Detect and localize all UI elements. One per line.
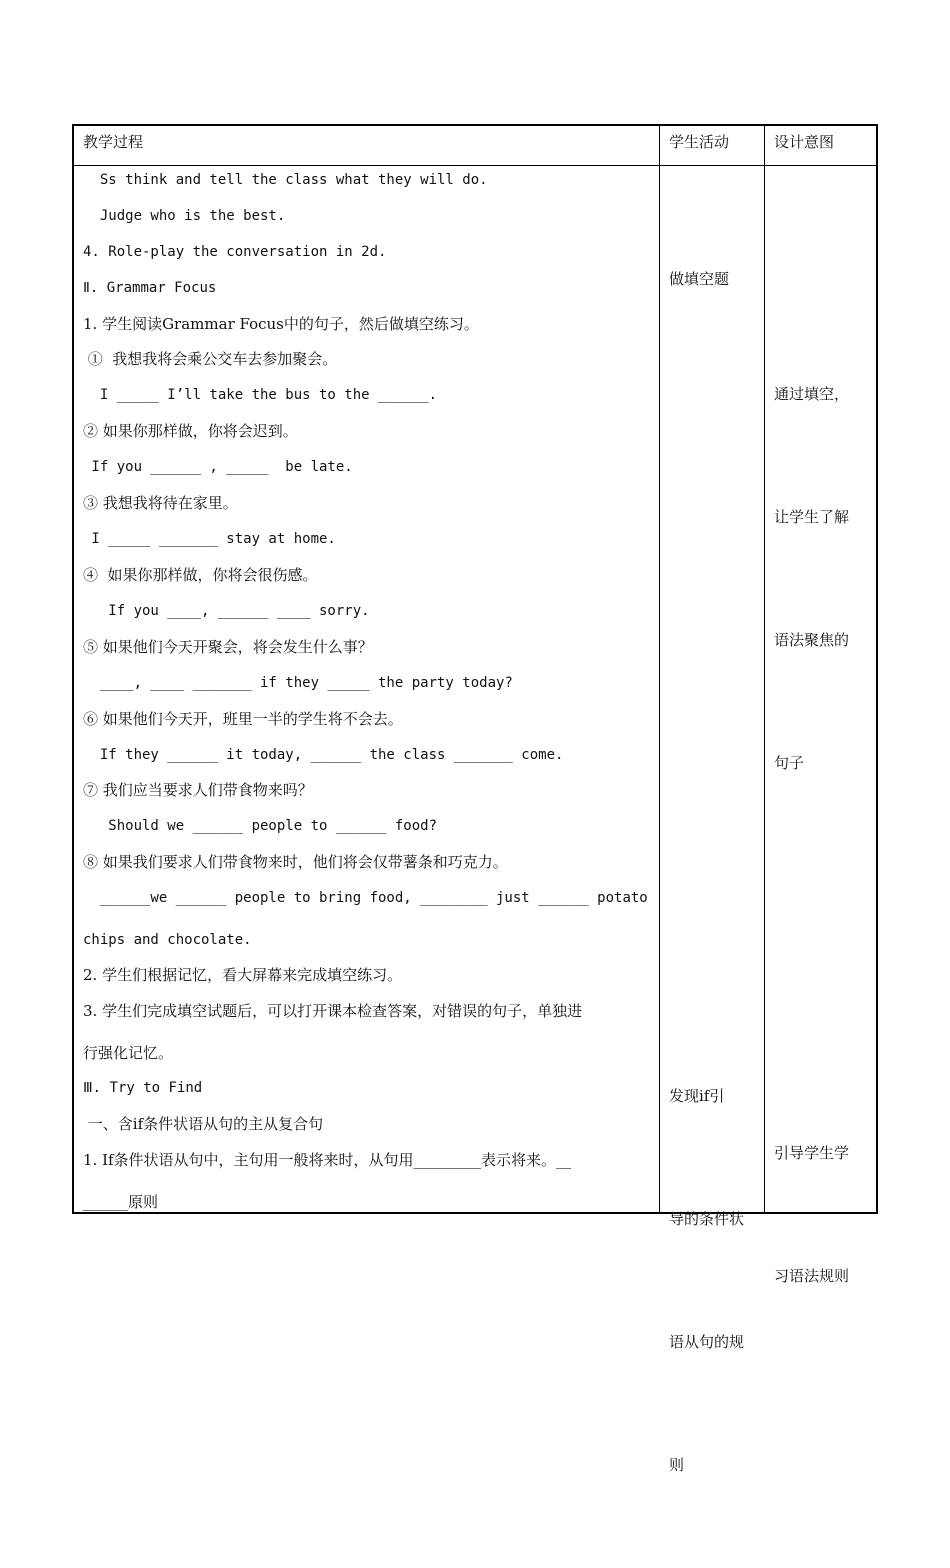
- process-line: ____, ____ _______ if they _____ the party today?: [83, 675, 513, 691]
- process-line: chips and chocolate.: [83, 932, 252, 948]
- intent-fill-blanks: [774, 292, 849, 866]
- process-line: ⑧ 如果我们要求人们带食物来时，他们将会仅带薯条和巧克力。: [83, 853, 508, 871]
- activity-line: 导的条件状: [669, 1210, 745, 1228]
- activity-line: 发现if引: [669, 1087, 725, 1105]
- process-line: I _____ _______ stay at home.: [83, 531, 336, 547]
- header-intent: 设计意图: [774, 133, 835, 151]
- process-line: If you ____, ______ ____ sorry.: [83, 603, 370, 619]
- process-line: Ss think and tell the class what they will do.: [83, 172, 488, 188]
- activity-fill-blanks: 做填空题: [669, 270, 730, 288]
- column-divider: [659, 126, 660, 1212]
- process-line: Ⅲ. Try to Find: [83, 1080, 203, 1096]
- process-line: 1. 学生阅读Grammar Focus中的句子，然后做填空练习。: [83, 315, 479, 333]
- process-line: 2. 学生们根据记忆，看大屏幕来完成填空练习。: [83, 966, 403, 984]
- intent-grammar-rules: [774, 1051, 849, 1379]
- activity-line: 语从句的规: [669, 1333, 745, 1351]
- process-line: ② 如果你那样做，你将会迟到。: [83, 422, 298, 440]
- process-line: ______原则: [83, 1193, 159, 1211]
- intent-line: 语法聚焦的: [774, 631, 850, 649]
- process-line: I _____ I’ll take the bus to the ______.: [83, 387, 438, 403]
- intent-line: 通过填空，: [774, 385, 850, 403]
- column-divider: [764, 126, 765, 1212]
- process-line: Ⅱ. Grammar Focus: [83, 280, 217, 296]
- lesson-table: [72, 124, 878, 1474]
- intent-line: 习语法规则: [774, 1267, 850, 1285]
- process-line: ④ 如果你那样做，你将会很伤感。: [83, 566, 318, 584]
- process-line: ⑤ 如果他们今天开聚会，将会发生什么事？: [83, 638, 373, 656]
- header-activity: 学生活动: [669, 133, 730, 151]
- intent-line: 让学生了解: [774, 508, 850, 526]
- header-process: 教学过程: [83, 133, 144, 151]
- process-line: ______we ______ people to bring food, ________ just ______ potato: [83, 890, 648, 906]
- process-line: 3. 学生们完成填空试题后，可以打开课本检查答案，对错误的句子，单独进: [83, 1002, 583, 1020]
- activity-find-rules: [669, 994, 744, 1568]
- process-line: If they ______ it today, ______ the class _______ come.: [83, 747, 564, 763]
- process-line: 4. Role-play the conversation in 2d.: [83, 244, 387, 260]
- process-line: Should we ______ people to ______ food?: [83, 818, 438, 834]
- process-line: ③ 我想我将待在家里。: [83, 494, 238, 512]
- process-line: 一、含if条件状语从句的主从复合句: [83, 1115, 324, 1133]
- process-line: Judge who is the best.: [83, 208, 286, 224]
- intent-line: 引导学生学: [774, 1144, 850, 1162]
- process-line: 行强化记忆。: [83, 1044, 174, 1062]
- intent-line: 句子: [774, 754, 805, 772]
- process-line: ⑦ 我们应当要求人们带食物来吗？: [83, 781, 313, 799]
- header-divider: [74, 165, 876, 166]
- process-line: ⑥ 如果他们今天开，班里一半的学生将不会去。: [83, 710, 403, 728]
- process-line: ① 我想我将会乘公交车去参加聚会。: [83, 350, 338, 368]
- process-line: If you ______ , _____ be late.: [83, 459, 353, 475]
- process-line: 1. If条件状语从句中，主句用一般将来时，从句用_________表示将来。__: [83, 1151, 572, 1169]
- activity-line: 则: [669, 1456, 685, 1474]
